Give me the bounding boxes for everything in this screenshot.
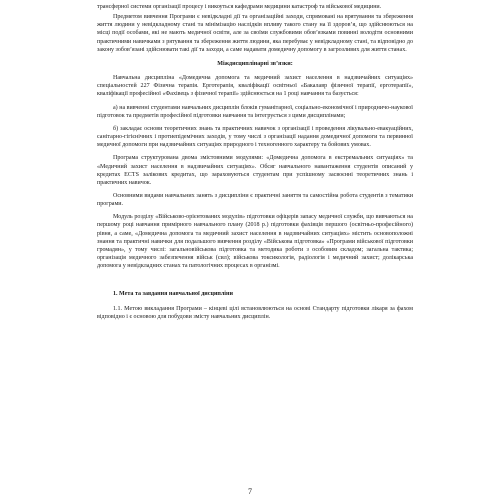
paragraph-module: Модуль розділу «Військово-орієнтованих модулів» підготовки офіцерів запасу медичної служби, що вивчаються на першому році навчання примірного навчального плану (2018 р.) підготовки фахівців першого (освітньо-професійного) рівня, а саме, «Домедична допомога та медичний захист населення в надзвичайних ситуаціях» містить основоположні знання та практичні навички для подальшого вивчення розділу «Військова підготовка» «Програми військової підготовки громадян», у тому числі: загальновійськова підготовка та методика роботи з особовим складом; загальна тактика; організація медичного забезпечення військ (сил); військова токсикологія, радіологія і медичний захист; долікарська допомога у невідкладних станах та патологічних процесах в організмі. (97, 214, 413, 270)
paragraph-discipline: Навчальна дисципліна «Домедична допомога та медичний захист населення в надзвичайних ситуаціях» спеціальностей 227 Фізична терапія. Ерготерапія, кваліфікації освітньої «Бакалавр фізичної терапії, ерготерапії», кваліфікації професійної «Фахівець з фізичної терапії» здійснюється на 1 році навчання та базується: (97, 75, 413, 98)
paragraph-item-a: а) на вивченні студентами навчальних дисциплін блоків гуманітарної, соціально-економічної і природничо-наукової підготовок та предметів професійної підготовки навчання та інтегрується з цими дисциплінами; (97, 104, 413, 119)
paragraph-item-b: б) закладає основи теоретичних знань та практичних навичок з організації і проведення лікувально-евакуаційних, санітарно-гігієнічних і протиепідемічних заходів, у тому числі з організації надання домедичної допомоги та первинної медичної допомоги при надзвичайних ситуаціях природного і техногенного характеру та бойових умовах. (97, 125, 413, 149)
section-heading-interdisciplinary: Міждисциплінарні зв’язки: (217, 60, 293, 67)
paragraph-goal-1-1: 1.1. Метою викладання Програми – кінцеві цілі встановлюються на основі Стандарту підготовки лікаря за фахом відповідно і є основою для побудови змісту навчальних дисциплін. (97, 305, 413, 320)
page-content (97, 3, 413, 323)
page-number: 7 (248, 487, 252, 496)
paragraph-subject: Предметом вивчення Програми є невідкладні дії та організаційні заходи, спрямовані на врятування та збереження життя людини у невідкладному стані та мінімізацію наслідків впливу такого стану на її здоров’я, що здійснюються на місці події особами, які не мають медичної освіти, але за своїми службовими обов’язками повинні володіти основними практичними навичками з рятування та збереження життя людини, яка перебуває у невідкладному стані, та відповідно до закону зобов’язані здійснювати такі дії та заходи, а саме надавати домедичну допомогу в загрозливих для життя станах. (97, 14, 413, 53)
paragraph-activities: Основними видами навчальних занять з дисципліни є практичні заняття та самостійна робота студентів з тематики програми. (97, 192, 413, 208)
paragraph-structure: Програма структурована двома змістовними модулями: «Домедична допомога в екстремальних ситуаціях» та «Медичний захист населення в надзвичайних ситуаціях». Обсяг навчального навантаження студентів описаний у кредитах ECTS залікових кредитах, що зараховуються студентам при успішному засвоєнні теоретичних знань і практичних навичок. (97, 155, 413, 186)
section-heading-goals: 1. Мета та завдання навчальної дисципліни (113, 291, 233, 298)
paragraph-continuation: трансферної системи організації процесу і викоуться кафедрами медицини катастроф та військової медицини. (97, 4, 382, 10)
